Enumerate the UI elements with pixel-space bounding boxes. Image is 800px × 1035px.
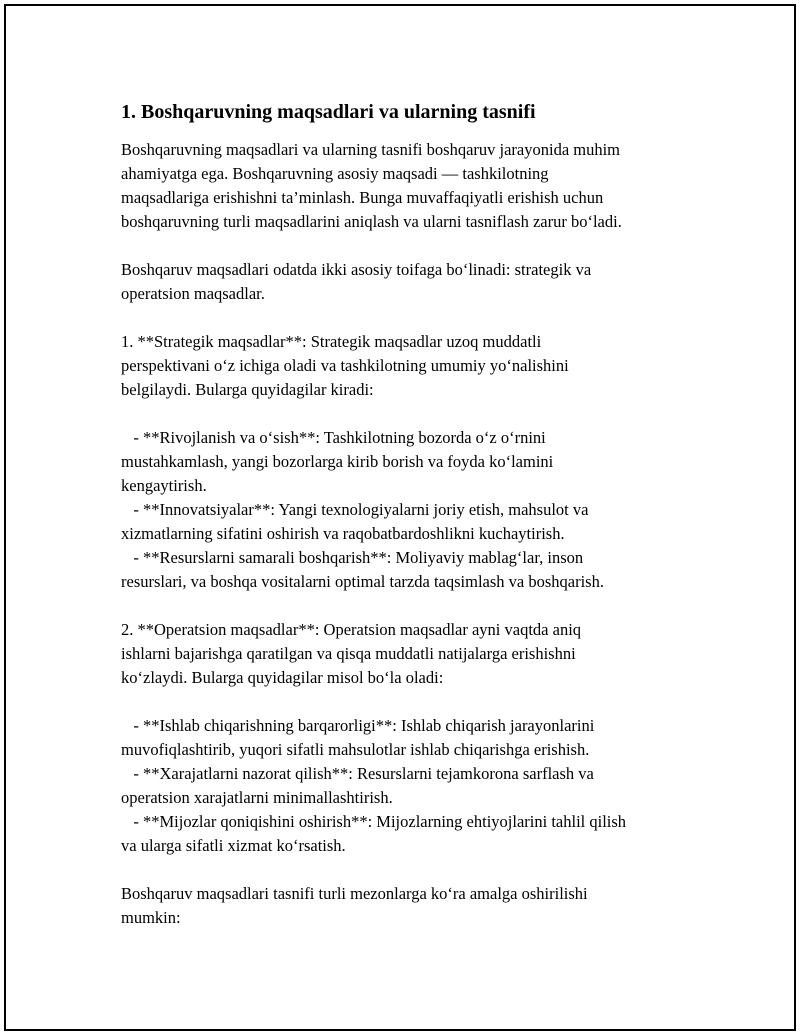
paragraph-strategic <box>121 330 696 402</box>
list-item-line: resurslari, va boshqa vositalarni optimal tarzda taqsimlash va boshqarish. <box>121 572 604 591</box>
paragraph-gap <box>121 234 696 258</box>
paragraph-classification <box>121 882 696 930</box>
list-item-line: kengaytirish. <box>121 476 207 495</box>
text-line: Boshqaruv maqsadlari tasnifi turli mezonlarga ko‘ra amalga oshirilishi <box>121 884 588 903</box>
paragraph-gap <box>121 402 696 426</box>
document-body <box>121 98 696 930</box>
paragraph-gap <box>121 594 696 618</box>
paragraph-gap <box>121 306 696 330</box>
list-operational-items <box>121 714 696 858</box>
paragraph-categories <box>121 258 696 306</box>
text-line: ahamiyatga ega. Boshqaruvning asosiy maqsadi — tashkilotning <box>121 164 549 183</box>
text-line: Boshqaruv maqsadlari odatda ikki asosiy toifaga bo‘linadi: strategik va <box>121 260 592 279</box>
list-item-line: - **Rivojlanish va o‘sish**: Tashkilotning bozorda o‘z o‘rnini <box>121 428 546 447</box>
text-line: ishlarni bajarishga qaratilgan va qisqa muddatli natijalarga erishishni <box>121 644 576 663</box>
list-item-line: muvofiqlashtirib, yuqori sifatli mahsulotlar ishlab chiqarishga erishish. <box>121 740 590 759</box>
text-line: 1. **Strategik maqsadlar**: Strategik maqsadlar uzoq muddatli <box>121 332 542 351</box>
paragraph-intro <box>121 138 696 234</box>
text-line: ko‘zlaydi. Bularga quyidagilar misol bo‘la oladi: <box>121 668 444 687</box>
text-line: mumkin: <box>121 908 181 927</box>
text-line: maqsadlariga erishishni ta’minlash. Bunga muvaffaqiyatli erishish uchun <box>121 188 604 207</box>
list-item-line: va ularga sifatli xizmat ko‘rsatish. <box>121 836 346 855</box>
document-title: 1. Boshqaruvning maqsadlari va ularning tasnifi <box>121 101 536 123</box>
list-item-line: - **Ishlab chiqarishning barqarorligi**: Ishlab chiqarish jarayonlarini <box>121 716 595 735</box>
paragraph-gap <box>121 858 696 882</box>
paragraph-gap <box>121 690 696 714</box>
list-item-line: xizmatlarning sifatini oshirish va raqobatbardoshlikni kuchaytirish. <box>121 524 565 543</box>
list-item-line: - **Mijozlar qoniqishini oshirish**: Mijozlarning ehtiyojlarini tahlil qilish <box>121 812 627 831</box>
text-line: Boshqaruvning maqsadlari va ularning tasnifi boshqaruv jarayonida muhim <box>121 140 621 159</box>
page-frame <box>4 4 796 1031</box>
text-line: perspektivani o‘z ichiga oladi va tashkilotning umumiy yo‘nalishini <box>121 356 569 375</box>
text-line: 2. **Operatsion maqsadlar**: Operatsion maqsadlar ayni vaqtda aniq <box>121 620 582 639</box>
paragraph-operational <box>121 618 696 690</box>
list-item-line: mustahkamlash, yangi bozorlarga kirib borish va foyda ko‘lamini <box>121 452 554 471</box>
list-item-line: operatsion xarajatlarni minimallashtirish. <box>121 788 393 807</box>
text-line: operatsion maqsadlar. <box>121 284 265 303</box>
list-item-line: - **Xarajatlarni nazorat qilish**: Resurslarni tejamkorona sarflash va <box>121 764 594 783</box>
list-item-line: - **Resurslarni samarali boshqarish**: Moliyaviy mablag‘lar, inson <box>121 548 584 567</box>
list-item-line: - **Innovatsiyalar**: Yangi texnologiyalarni joriy etish, mahsulot va <box>121 500 589 519</box>
text-line: belgilaydi. Bularga quyidagilar kiradi: <box>121 380 374 399</box>
text-line: boshqaruvning turli maqsadlarini aniqlash va ularni tasniflash zarur bo‘ladi. <box>121 212 622 231</box>
list-strategic-items <box>121 426 696 594</box>
